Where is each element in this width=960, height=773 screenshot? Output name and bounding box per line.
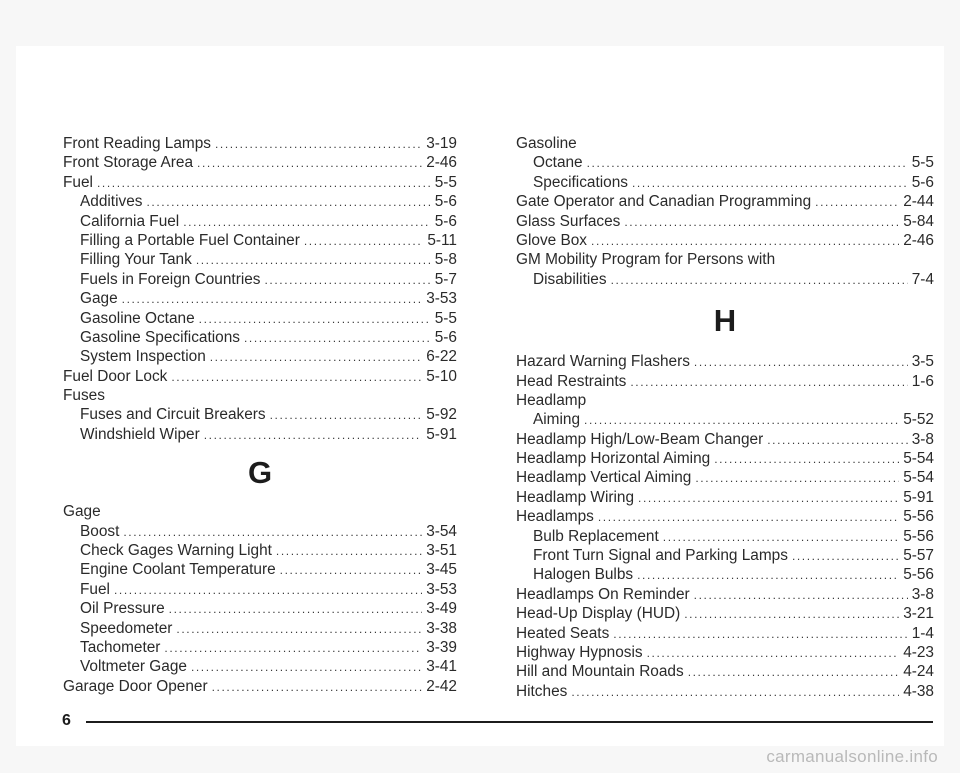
index-entry — [63, 270, 457, 289]
index-entry — [516, 173, 934, 192]
entry-page-ref: 3-21 — [903, 605, 934, 623]
entry-label: System Inspection — [80, 348, 206, 366]
entry-label: Fuel — [80, 580, 110, 598]
entry-label: Heated Seats — [516, 624, 610, 642]
dot-leader — [694, 586, 908, 605]
dot-leader — [694, 353, 908, 372]
entry-label: Gate Operator and Canadian Programming — [516, 193, 812, 211]
entry-label: Aiming — [533, 411, 581, 429]
index-entry — [63, 134, 457, 153]
entry-label: Engine Coolant Temperature — [80, 561, 276, 579]
index-entry — [516, 507, 934, 526]
dot-leader — [191, 658, 422, 677]
dot-leader — [688, 663, 900, 682]
dot-leader — [215, 135, 422, 154]
index-entry — [63, 309, 457, 328]
entry-label: Gasoline Specifications — [80, 328, 240, 346]
index-entry — [516, 643, 934, 662]
entry-page-ref: 3-45 — [426, 561, 457, 579]
section-heading-g: G — [247, 455, 273, 491]
dot-leader — [276, 542, 422, 561]
entry-page-ref: 5-6 — [434, 193, 457, 211]
entry-page-ref: 4-24 — [903, 663, 934, 681]
index-entry-heading: Headlamp — [516, 391, 587, 409]
entry-page-ref: 1-6 — [911, 372, 934, 390]
index-entry — [516, 585, 934, 604]
entry-page-ref: 5-91 — [903, 488, 934, 506]
entry-label: Fuel Door Lock — [63, 367, 168, 385]
entry-label: Head Restraints — [516, 372, 627, 390]
index-entry — [63, 367, 457, 386]
index-entry-heading: Gage — [63, 503, 101, 521]
entry-label: Headlamp Horizontal Aiming — [516, 450, 711, 468]
index-entry — [63, 677, 457, 696]
entry-label: Front Turn Signal and Parking Lamps — [533, 547, 788, 565]
entry-label: Disabilities — [533, 270, 607, 288]
index-column-right — [516, 134, 934, 701]
index-entry-heading: Gasoline — [516, 135, 577, 152]
entry-label: Highway Hypnosis — [516, 643, 643, 661]
index-entry — [516, 527, 934, 546]
entry-label: Gage — [80, 290, 118, 308]
dot-leader — [630, 373, 907, 392]
entry-label: Hitches — [516, 682, 568, 700]
entry-page-ref: 4-23 — [903, 643, 934, 661]
section-heading-h: H — [713, 302, 737, 338]
dot-leader — [714, 450, 899, 469]
index-page — [16, 46, 944, 746]
entry-page-ref: 3-8 — [911, 585, 934, 603]
index-entry — [63, 173, 457, 192]
section-heading-g-container — [63, 444, 457, 502]
entry-label: Headlamp High/Low-Beam Changer — [516, 430, 764, 448]
dot-leader — [624, 213, 899, 232]
entry-label: Filling Your Tank — [80, 251, 192, 269]
entry-page-ref: 2-42 — [426, 677, 457, 695]
dot-leader — [164, 639, 422, 658]
index-entry — [516, 410, 934, 429]
entry-label: Bulb Replacement — [533, 527, 659, 545]
dot-leader — [176, 620, 422, 639]
entry-page-ref: 5-54 — [903, 469, 934, 487]
dot-leader — [97, 174, 431, 193]
index-entry — [516, 352, 934, 371]
index-entry — [63, 541, 457, 560]
index-entry — [516, 449, 934, 468]
index-entry — [516, 212, 934, 231]
index-entry — [63, 522, 457, 541]
index-entry — [63, 231, 457, 250]
entry-page-ref: 5-5 — [434, 309, 457, 327]
page-number: 6 — [62, 712, 71, 729]
index-entry — [63, 638, 457, 657]
index-entry — [516, 682, 934, 701]
entry-label: Gasoline Octane — [80, 309, 195, 327]
index-entry — [516, 624, 934, 643]
index-entry — [516, 604, 934, 623]
dot-leader — [122, 290, 423, 309]
entry-page-ref: 2-46 — [426, 154, 457, 172]
dot-leader — [304, 232, 423, 251]
entry-label: Halogen Bulbs — [533, 566, 634, 584]
index-entry-heading: Fuses — [63, 387, 105, 405]
entry-page-ref: 5-56 — [903, 527, 934, 545]
section-heading-h-container — [516, 289, 934, 352]
dot-leader — [613, 625, 907, 644]
dot-leader — [815, 193, 899, 212]
entry-page-ref: 5-54 — [903, 450, 934, 468]
entry-page-ref: 4-38 — [903, 682, 934, 700]
entry-page-ref: 5-56 — [903, 566, 934, 584]
dot-leader — [244, 329, 431, 348]
index-entry — [516, 662, 934, 681]
index-entry — [63, 192, 457, 211]
dot-leader — [270, 406, 423, 425]
index-entry — [63, 250, 457, 269]
entry-label: Windshield Wiper — [80, 425, 200, 443]
entry-page-ref: 5-6 — [434, 212, 457, 230]
dot-leader — [611, 271, 908, 290]
entry-label: Fuses and Circuit Breakers — [80, 406, 266, 424]
index-entry — [516, 231, 934, 250]
entry-label: Filling a Portable Fuel Container — [80, 231, 300, 249]
index-entry — [516, 192, 934, 211]
entry-page-ref: 5-6 — [434, 328, 457, 346]
dot-leader — [146, 193, 430, 212]
entry-label: Octane — [533, 154, 583, 172]
entry-page-ref: 3-39 — [426, 638, 457, 656]
entry-page-ref: 3-41 — [426, 658, 457, 676]
dot-leader — [210, 348, 422, 367]
entry-label: Headlamps — [516, 508, 594, 526]
entry-page-ref: 3-53 — [426, 580, 457, 598]
entry-label: Glove Box — [516, 231, 588, 249]
index-block-h — [516, 352, 934, 701]
dot-leader — [114, 581, 422, 600]
dot-leader — [684, 605, 899, 624]
dot-leader — [638, 489, 899, 508]
index-entry — [63, 212, 457, 231]
dot-leader — [591, 232, 899, 251]
entry-label: Front Reading Lamps — [63, 135, 211, 152]
entry-page-ref: 3-49 — [426, 600, 457, 618]
entry-label: Hill and Mountain Roads — [516, 663, 684, 681]
entry-label: Hazard Warning Flashers — [516, 353, 690, 371]
dot-leader — [199, 310, 431, 329]
index-entry — [516, 270, 934, 289]
index-entry — [516, 546, 934, 565]
dot-leader — [196, 251, 431, 270]
index-entry — [63, 619, 457, 638]
dot-leader — [767, 431, 908, 450]
entry-page-ref: 5-5 — [911, 154, 934, 172]
dot-leader — [204, 426, 422, 445]
entry-page-ref: 3-53 — [426, 290, 457, 308]
entry-page-ref: 5-10 — [426, 367, 457, 385]
entry-page-ref: 5-8 — [434, 251, 457, 269]
dot-leader — [169, 600, 423, 619]
entry-page-ref: 3-5 — [911, 353, 934, 371]
dot-leader — [637, 566, 899, 585]
index-entry — [63, 657, 457, 676]
watermark-text: carmanualsonline.info — [766, 747, 938, 766]
dot-leader — [197, 154, 422, 173]
index-entry — [63, 580, 457, 599]
index-entry — [63, 599, 457, 618]
entry-page-ref: 7-4 — [911, 270, 934, 288]
entry-page-ref: 3-38 — [426, 619, 457, 637]
index-block-f — [63, 134, 457, 444]
index-entry — [63, 347, 457, 366]
entry-page-ref: 2-44 — [903, 193, 934, 211]
index-entry — [516, 565, 934, 584]
index-entry — [516, 430, 934, 449]
entry-page-ref: 5-6 — [911, 173, 934, 191]
entry-label: Speedometer — [80, 619, 173, 637]
index-column-left — [63, 134, 457, 696]
entry-label: Additives — [80, 193, 143, 211]
entry-label: Specifications — [533, 173, 628, 191]
entry-page-ref: 3-51 — [426, 542, 457, 560]
entry-label: Glass Surfaces — [516, 212, 621, 230]
entry-page-ref: 5-84 — [903, 212, 934, 230]
index-entry — [516, 488, 934, 507]
entry-label: Check Gages Warning Light — [80, 542, 272, 560]
entry-page-ref: 3-19 — [426, 135, 457, 152]
entry-page-ref: 5-56 — [903, 508, 934, 526]
entry-label: Fuel — [63, 173, 93, 191]
index-entry — [516, 372, 934, 391]
dot-leader — [171, 368, 422, 387]
entry-label: Boost — [80, 522, 120, 540]
entry-label: Headlamp Vertical Aiming — [516, 469, 692, 487]
dot-leader — [571, 683, 899, 702]
entry-label: California Fuel — [80, 212, 180, 230]
index-entry-heading: GM Mobility Program for Persons with — [516, 251, 776, 269]
index-entry — [63, 153, 457, 172]
entry-page-ref: 3-54 — [426, 522, 457, 540]
entry-label: Fuels in Foreign Countries — [80, 270, 261, 288]
index-entry — [63, 405, 457, 424]
dot-leader — [123, 523, 422, 542]
dot-leader — [183, 213, 431, 232]
index-entry — [63, 289, 457, 308]
entry-page-ref: 5-92 — [426, 406, 457, 424]
entry-label: Headlamps On Reminder — [516, 585, 690, 603]
entry-page-ref: 5-91 — [426, 425, 457, 443]
footer-rule — [86, 721, 933, 723]
dot-leader — [792, 547, 899, 566]
dot-leader — [695, 469, 899, 488]
entry-label: Front Storage Area — [63, 154, 194, 172]
dot-leader — [265, 271, 431, 290]
dot-leader — [663, 528, 899, 547]
entry-page-ref: 6-22 — [426, 348, 457, 366]
index-entry — [63, 425, 457, 444]
index-block-g-left — [63, 502, 457, 696]
entry-label: Tachometer — [80, 638, 161, 656]
entry-page-ref: 5-7 — [434, 270, 457, 288]
entry-label: Head-Up Display (HUD) — [516, 605, 681, 623]
index-entry — [63, 328, 457, 347]
index-block-g-right — [516, 134, 934, 289]
entry-label: Voltmeter Gage — [80, 658, 187, 676]
entry-label: Garage Door Opener — [63, 677, 208, 695]
dot-leader — [584, 411, 899, 430]
entry-label: Headlamp Wiring — [516, 488, 635, 506]
dot-leader — [632, 174, 908, 193]
dot-leader — [587, 154, 908, 173]
entry-label: Oil Pressure — [80, 600, 165, 618]
entry-page-ref: 3-8 — [911, 430, 934, 448]
entry-page-ref: 5-5 — [434, 173, 457, 191]
dot-leader — [280, 561, 423, 580]
index-entry — [516, 468, 934, 487]
entry-page-ref: 5-11 — [427, 231, 457, 249]
entry-page-ref: 2-46 — [903, 231, 934, 249]
entry-page-ref: 5-52 — [903, 411, 934, 429]
dot-leader — [212, 678, 423, 697]
entry-page-ref: 1-4 — [911, 624, 934, 642]
dot-leader — [647, 644, 900, 663]
dot-leader — [598, 508, 899, 527]
index-entry — [516, 153, 934, 172]
entry-page-ref: 5-57 — [903, 547, 934, 565]
index-entry — [63, 560, 457, 579]
